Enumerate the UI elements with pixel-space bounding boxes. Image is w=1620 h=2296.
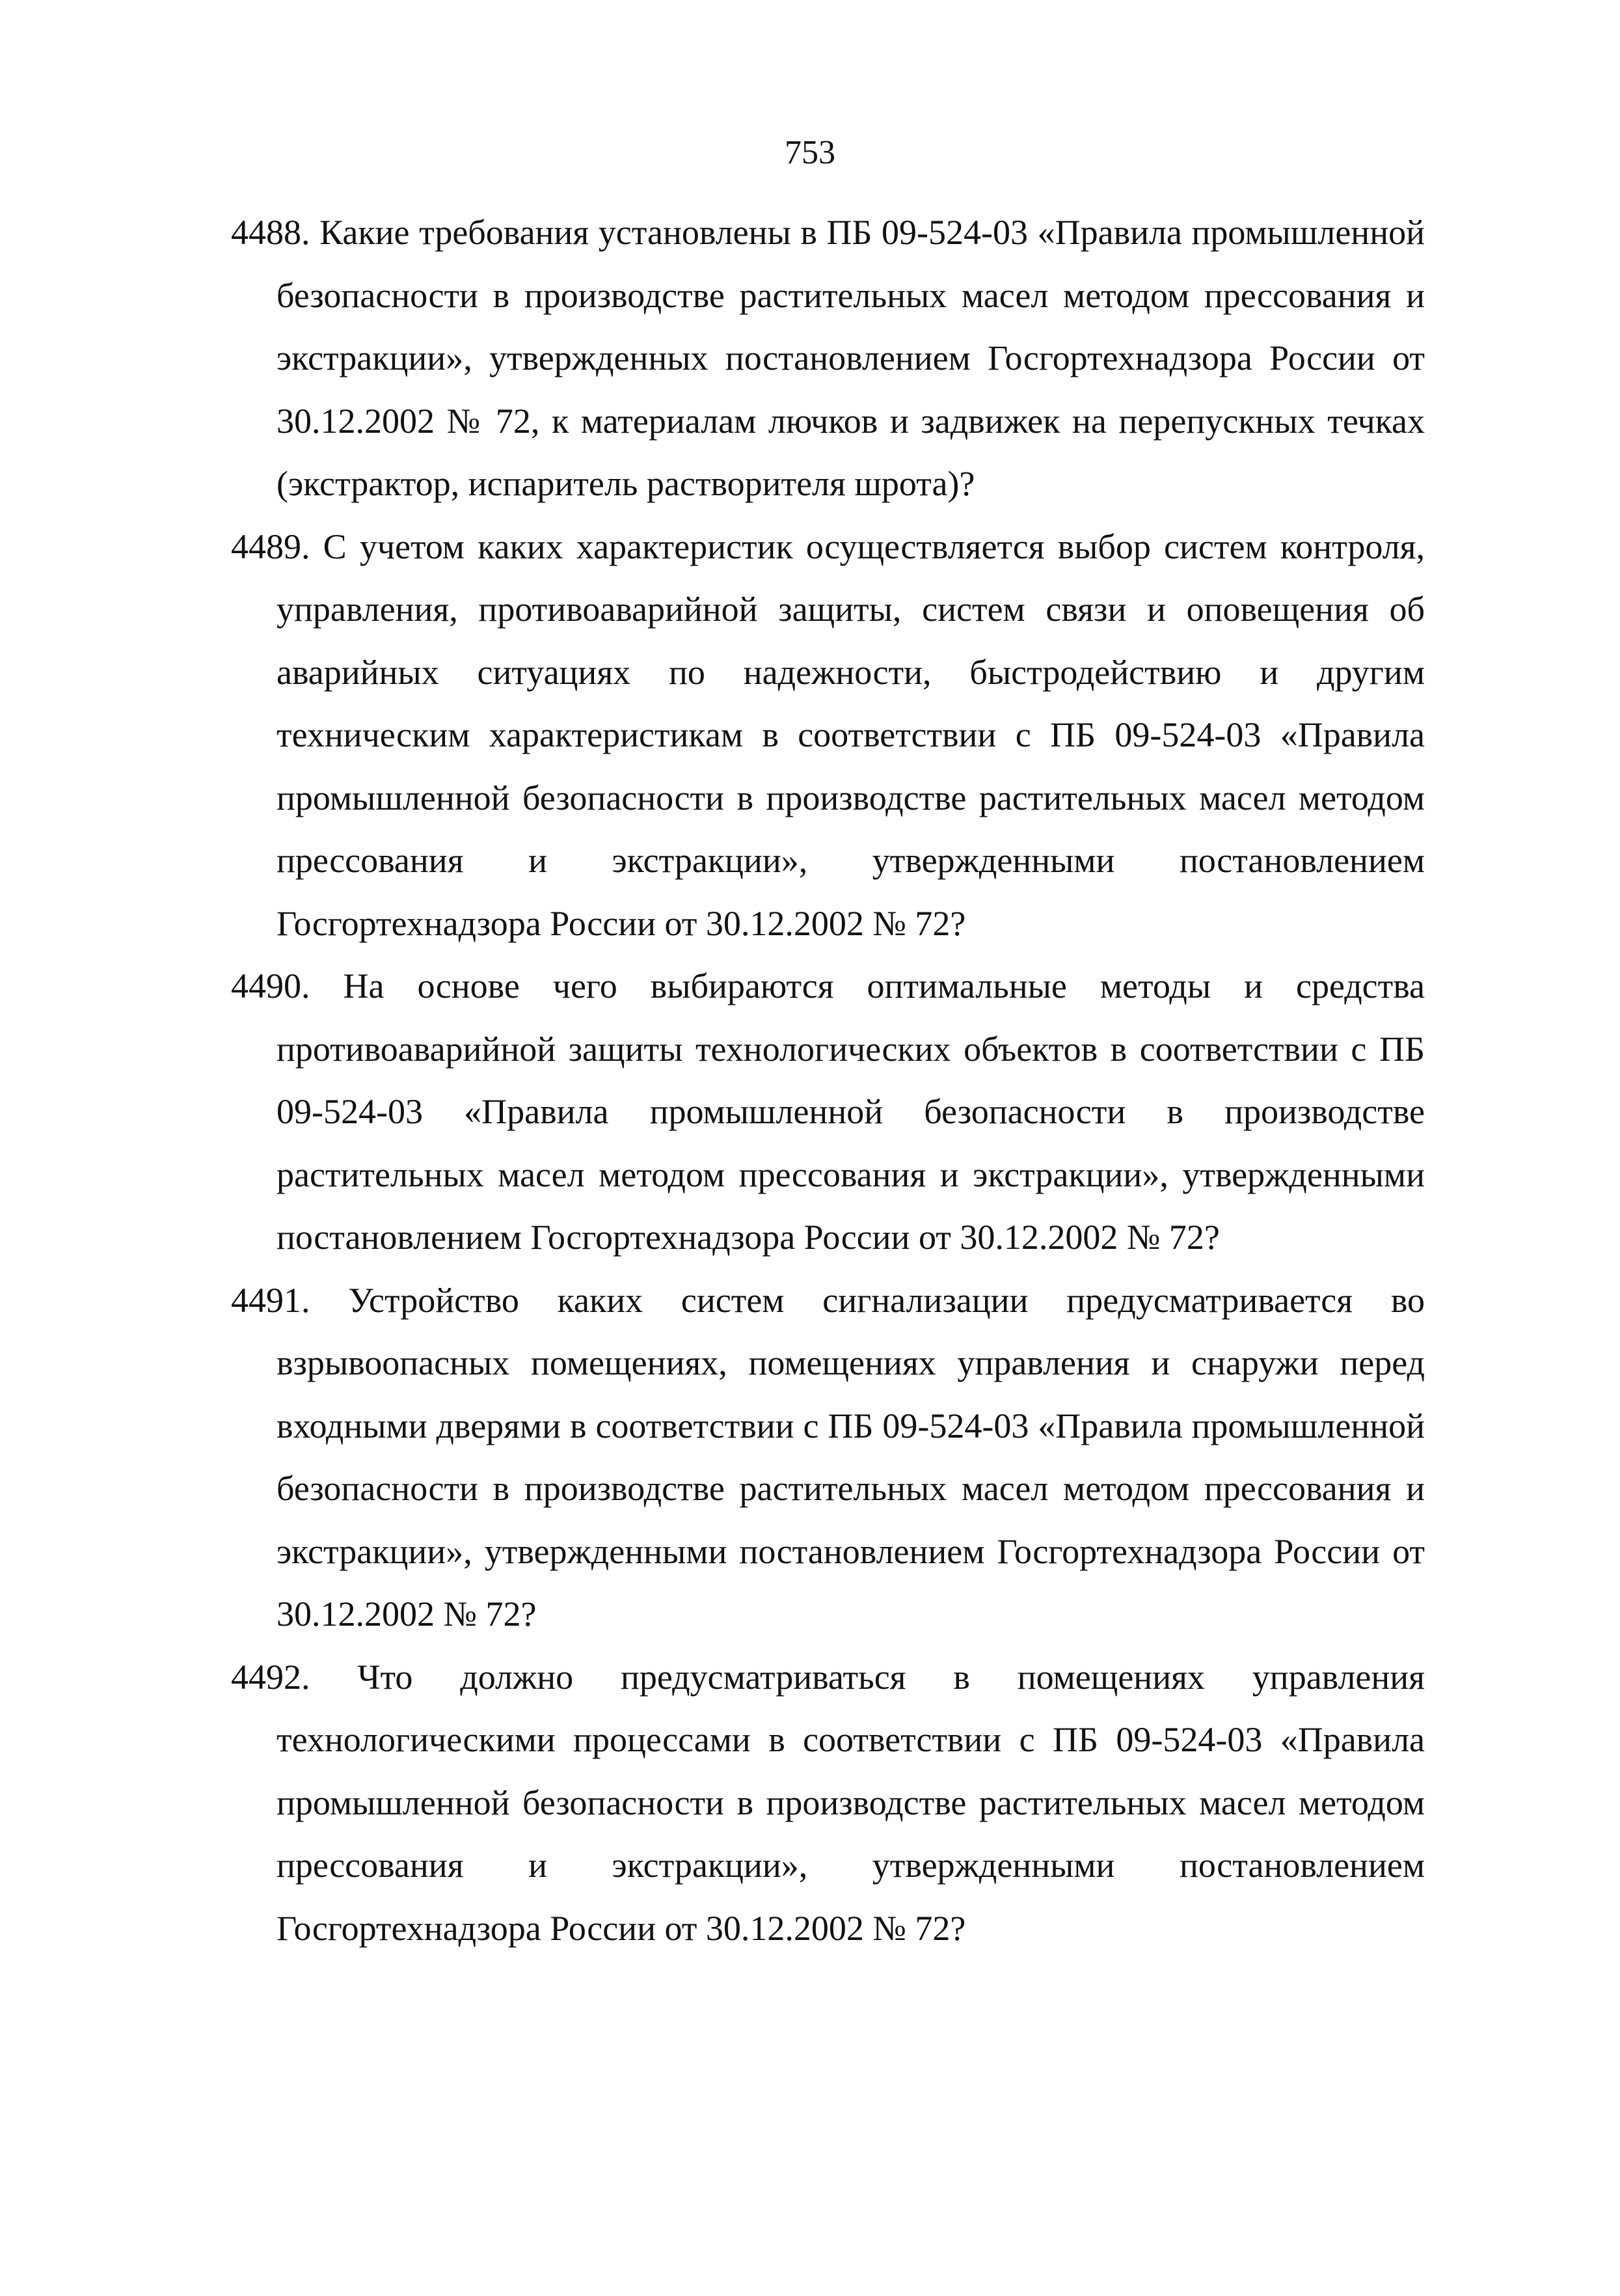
question-number: 4489. <box>231 526 310 566</box>
page-number: 753 <box>785 134 835 171</box>
question-item <box>0 955 1620 1269</box>
question-number: 4490. <box>231 966 310 1005</box>
question-text: С учетом каких характеристик осуществляется выбор систем контроля, управления, противоаварийной защиты, систем связи и оповещения об аварийных ситуациях по надежности, быстродействию и другим техническим характеристикам в соответствии с ПБ 09-524-03 «Правила промышленной безопасности в производстве растительных масел методом прессования и экстракции», утвержденными постановлением Госгортехнадзора России от 30.12.2002 № 72? <box>277 526 1425 943</box>
question-text: На основе чего выбираются оптимальные методы и средства противоаварийной защиты технологических объектов в соответствии с ПБ 09-524-03 «Правила промышленной безопасности в производстве растительных масел методом прессования и экстракции», утвержденными постановлением Госгортехнадзора России от 30.12.2002 № 72? <box>277 966 1425 1257</box>
question-text: Какие требования установлены в ПБ 09-524-03 «Правила промышленной безопасности в производстве растительных масел методом прессования и экстракции», утвержденных постановлением Госгортехнадзора России от 30.12.2002 № 72, к материалам лючков и задвижек на перепускных течках (экстрактор, испаритель растворителя шрота)? <box>277 213 1425 503</box>
question-list <box>0 201 1620 1960</box>
question-item <box>0 201 1620 515</box>
question-text: Устройство каких систем сигнализации предусматривается во взрывоопасных помещениях, помещениях управления и снаружи перед входными дверями в соответствии с ПБ 09-524-03 «Правила промышленной безопасности в производстве растительных масел методом прессования и экстракции», утвержденными постановлением Госгортехнадзора России от 30.12.2002 № 72? <box>277 1280 1425 1633</box>
question-item <box>0 515 1620 955</box>
question-item <box>0 1269 1620 1646</box>
question-number: 4488. <box>231 213 310 252</box>
question-item <box>0 1646 1620 1960</box>
question-number: 4492. <box>231 1657 310 1697</box>
question-number: 4491. <box>231 1280 310 1320</box>
question-text: Что должно предусматриваться в помещениях управления технологическими процессами в соответствии с ПБ 09-524-03 «Правила промышленной безопасности в производстве растительных масел методом прессования и экстракции», утвержденными постановлением Госгортехнадзора России от 30.12.2002 № 72? <box>277 1657 1425 1948</box>
